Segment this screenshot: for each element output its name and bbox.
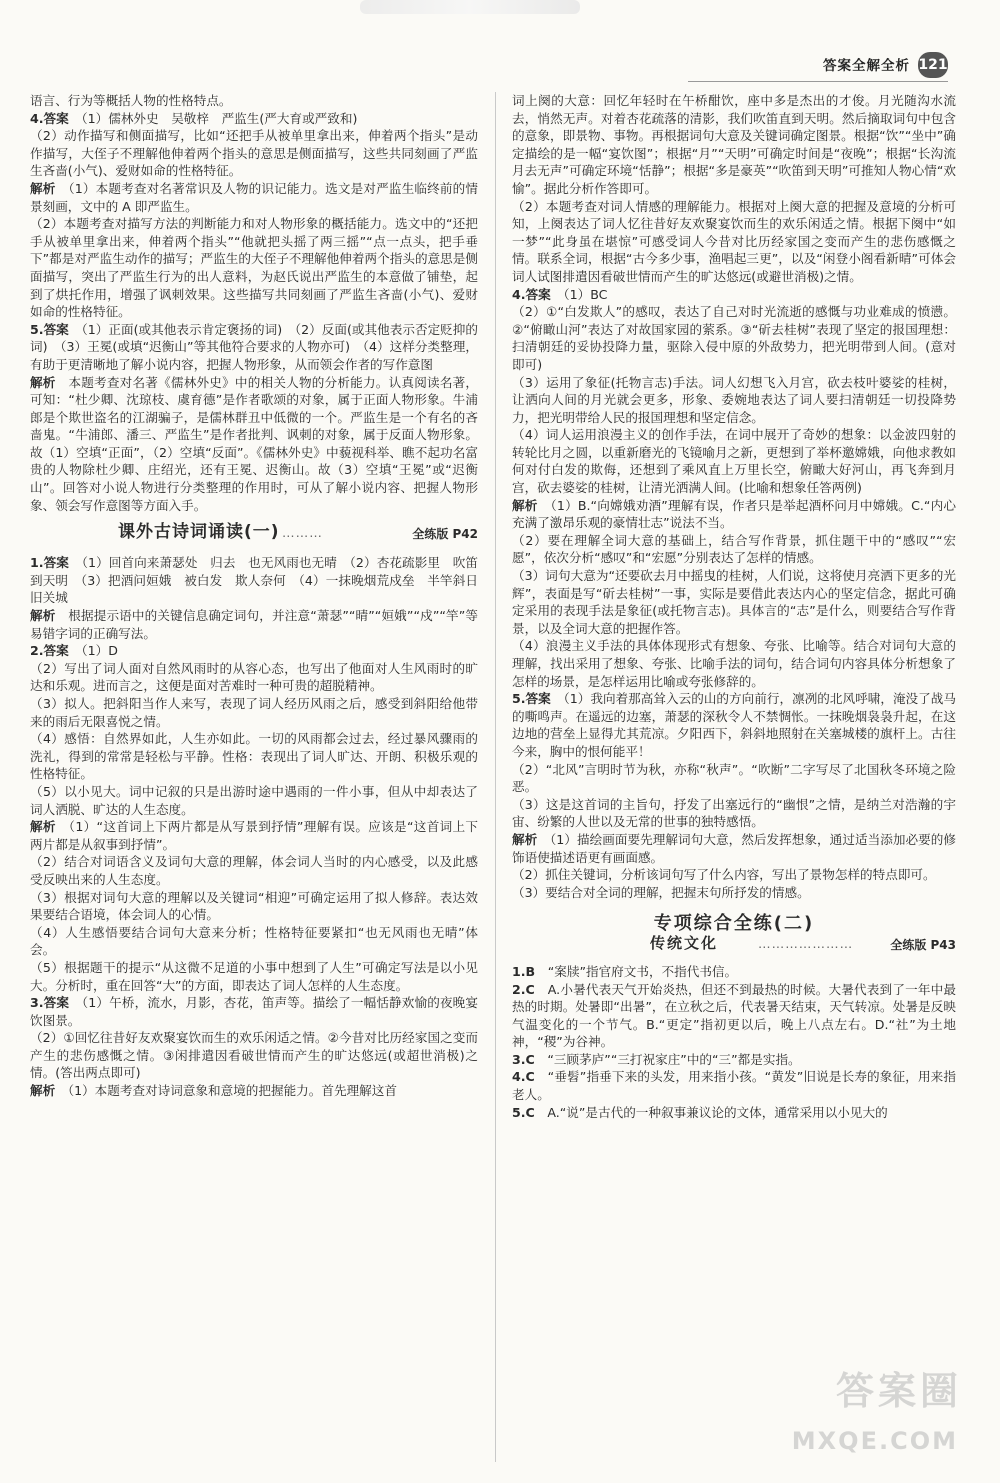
paragraph-text: （1）BC bbox=[563, 286, 608, 302]
answer-item bbox=[512, 963, 956, 981]
text-paragraph bbox=[512, 198, 956, 286]
answer-item bbox=[30, 1082, 478, 1100]
paragraph-text: “垂髫”指垂下来的头发，用来指小孩。“黄发”旧说是长寿的象征，用来指老人。 bbox=[512, 1069, 956, 1103]
item-label: 2.答案 bbox=[30, 643, 69, 659]
paragraph-text: 本题考查对名著《儒林外史》中的相关人物的分析能力。认真阅读名著，可知：“杜少卿、沈琼枝、虞育德”是作者歌颂的对象，属于正面人物形象。牛浦郎是个欺世盗名的江湖骗子，是儒林群丑中低微的一个。严监生是一个有名的吝啬鬼。“牛浦郎、潘三、严监生”是作者批判、讽刺的对象，属于反面人物形象。故（1）空填“正面”，（2）空填“反面”。《儒林外史》中藐视科举、瞧不起功名富贵的人物除杜少卿、庄绍光，还有王冕、迟衡山。故（3）空填“王冕”或“迟衡山”。回答对小说人物进行分类整理的作用时，可从了解小说内容、把握人物形象、领会写作意图等方面入手。 bbox=[30, 374, 478, 513]
text-paragraph bbox=[30, 695, 478, 730]
answer-item bbox=[30, 321, 478, 374]
header-title: 答案全解全析 bbox=[823, 58, 910, 74]
paragraph-text: “三顾茅庐”“三打祝家庄”中的“三”都是实指。 bbox=[547, 1051, 801, 1067]
paragraph-text: （1）本题考查对诗词意象和意境的把握能力。首先理解这首 bbox=[67, 1083, 397, 1099]
text-paragraph bbox=[512, 426, 956, 496]
answer-item bbox=[30, 180, 478, 215]
text-paragraph bbox=[512, 92, 956, 198]
section-heading bbox=[30, 524, 478, 546]
paragraph-text: （4）浪漫主义手法的具体体现形式有想象、夸张、比喻等。结合对词句大意的理解，找出采用了想象、夸张、比喻手法的词句，结合词句内容具体分析想象了怎样的场景，是怎样运用比喻或夸张修辞的。 bbox=[512, 638, 956, 689]
paragraph-text: 词上阕的大意：回忆年轻时在午桥酣饮，座中多是杰出的才俊。月光随沟水流去，悄然无声。对着杏花疏落的清影，我们吹笛直到天明。然后摘取词句中包含的意象，即景物、事物。再根据词句大意及关键词确定图景。根据“饮”“坐中”确定描绘的是一幅“宴饮图”；根据“月”“天明”可确定时间是“夜晚”；根据“长沟流月去无声”可确定环境“恬静”；根据“多是豪英”“吹笛到天明”可推知人物心情“欢愉”。据此分析作答即可。 bbox=[512, 93, 956, 196]
answer-item bbox=[512, 286, 956, 304]
left-column bbox=[30, 92, 478, 1462]
page-header bbox=[688, 50, 948, 82]
paragraph-text: （1）B.“向嫦娥劝酒”理解有误，作者只是举起酒杯问月中嫦娥。C.“内心充满了激昂乐观的豪情壮志”说法不当。 bbox=[512, 497, 956, 531]
paragraph-text: （3）拟人。把斜阳当作人来写，表现了词人经历风雨之后，感受到斜阳给他带来的雨后无限喜悦之情。 bbox=[30, 696, 478, 729]
watermark-url: MXQE.COM bbox=[791, 1427, 958, 1455]
item-label: 3.答案 bbox=[30, 995, 70, 1011]
answer-item bbox=[512, 497, 956, 532]
answer-item bbox=[30, 818, 478, 853]
answer-item bbox=[30, 607, 478, 642]
text-paragraph bbox=[512, 884, 956, 902]
item-label: 2.C bbox=[512, 981, 535, 997]
paragraph-text: （2）动作描写和侧面描写，比如“还把手从被单里拿出来，伸着两个指头”是动作描写，大侄子不理解他伸着两个指头的意思是侧面描写，这些共同刻画了严监生吝啬(小气)、爱财如命的性格特征。 bbox=[30, 128, 478, 179]
text-paragraph bbox=[30, 1029, 478, 1082]
item-label: 解析 bbox=[30, 1083, 56, 1099]
item-label: 解析 bbox=[512, 831, 538, 847]
answer-item bbox=[512, 1104, 956, 1122]
text-paragraph bbox=[512, 303, 956, 373]
text-paragraph bbox=[30, 92, 478, 110]
leader-dots: ……… bbox=[282, 525, 323, 541]
paragraph-text: （5）以小见大。词中记叙的只是出游时途中遇雨的一件小事，但从中却表达了词人洒脱、旷达的人生态度。 bbox=[30, 783, 478, 817]
section-title: 课外古诗词诵读(一) bbox=[118, 522, 280, 543]
answer-item bbox=[30, 994, 478, 1029]
paragraph-text: （5）根据题干的提示“从这微不足道的小事中想到了人生”可确定写法是以小见大。分析时，重在回答“大”的方面，即表达了词人怎样的人生态度。 bbox=[30, 959, 478, 993]
text-paragraph bbox=[512, 866, 956, 884]
text-paragraph bbox=[30, 660, 478, 695]
page-number: 121 bbox=[918, 52, 948, 78]
item-label: 5.C bbox=[512, 1104, 535, 1120]
right-column bbox=[512, 92, 956, 1462]
answer-item bbox=[30, 554, 478, 607]
answer-item bbox=[512, 690, 956, 760]
answer-item bbox=[512, 981, 956, 1051]
item-label: 解析 bbox=[30, 180, 56, 196]
paragraph-text: （1）回首向来萧瑟处 归去 也无风雨也无晴 （2）杏花疏影里 吹笛到天明 （3）把酒问姮娥 被白发 欺人奈何 （4）一抹晚烟荒戍垒 半竿斜日旧关城 bbox=[30, 555, 478, 606]
paragraph-text: （2）抓住关键词，分析该词句写了什么内容，写出了景物怎样的特点即可。 bbox=[512, 867, 936, 883]
page-reference: 全练版 P43 bbox=[890, 937, 956, 952]
text-paragraph bbox=[30, 783, 478, 818]
item-label: 1.B bbox=[512, 963, 536, 979]
paragraph-text: （3）根据对词句大意的理解以及关键词“相迎”可确定运用了拟人修辞。表达效果要结合语境，体会词人的心情。 bbox=[30, 889, 478, 923]
item-label: 5.答案 bbox=[30, 321, 69, 337]
text-paragraph bbox=[512, 637, 956, 690]
section-title-large: 专项综合全练(二) bbox=[653, 913, 815, 935]
item-label: 3.C bbox=[512, 1051, 535, 1067]
paragraph-text: （3）这是这首词的主旨句，抒发了出塞远行的“幽恨”之情，是纳兰对浩瀚的宇宙、纷繁的人世以及无常的世事的独特感悟。 bbox=[512, 796, 956, 830]
text-paragraph bbox=[512, 374, 956, 427]
paragraph-text: 根据提示语中的关键信息确定词句，并注意“萧瑟”“晴”“姮娥”“戍”“竿”等易错字词的正确写法。 bbox=[30, 608, 478, 641]
page-reference: 全练版 P42 bbox=[412, 527, 478, 542]
paragraph-text: （4）人生感悟要结合词句大意来分析；性格特征要紧扣“也无风雨也无晴”体会。 bbox=[30, 924, 478, 958]
subsection-heading bbox=[512, 935, 956, 957]
text-paragraph bbox=[30, 853, 478, 888]
subsection-title: 传统文化 bbox=[650, 933, 719, 952]
answer-item bbox=[30, 110, 478, 128]
watermark-text: 答案圈 bbox=[835, 1369, 962, 1413]
paragraph-text: （2）本题考查对词人情感的理解能力。根据对上阕大意的把握及意境的分析可知，上阕表达了词人忆往昔好友欢聚宴饮而生的欢乐闲适之情。根据下阕中“如一梦”“此身虽在堪惊”可感受词人今昔对比历经家国之变而产生的悲伤感慨之情。联系全词，根据“古今多少事，渔唱起三更”，以及“闲登小阁看新晴”可体会词人试图排遣因看破世情而产生的旷达悠远(或避世消极)之情。 bbox=[512, 198, 956, 284]
text-paragraph bbox=[512, 796, 956, 831]
text-paragraph bbox=[30, 215, 478, 321]
paragraph-text: （2）要在理解全词大意的基础上，结合写作背景，抓住题干中的“感叹”“宏愿”，依次分析“感叹”和“宏愿”分别表达了怎样的情感。 bbox=[512, 532, 956, 566]
answer-item bbox=[512, 831, 956, 866]
text-paragraph bbox=[30, 127, 478, 180]
text-paragraph bbox=[30, 889, 478, 924]
paragraph-text: （3）词句大意为“还要砍去月中摇曳的桂树，人们说，这将使月亮洒下更多的光辉”，表面是写“斫去桂树”一事，实际是要借此表达内心的坚定信念，据此可确定采用的表现手法是象征(或托物言志)。具体言的“志”是什么，则要结合写作背景，以及全词大意的把握作答。 bbox=[512, 568, 956, 636]
paragraph-text: A.“说”是古代的一种叙事兼议论的文体，通常采用以小见大的 bbox=[547, 1104, 888, 1120]
text-paragraph bbox=[512, 761, 956, 796]
item-label: 解析 bbox=[30, 608, 56, 624]
item-label: 4.答案 bbox=[512, 286, 551, 302]
answer-item bbox=[512, 1051, 956, 1069]
item-label: 1.答案 bbox=[30, 555, 69, 571]
paragraph-text: （2）写出了词人面对自然风雨时的从容心态，也写出了他面对人生风雨时的旷达和乐观。进而言之，这便是面对苦难时一种可贵的超脱精神。 bbox=[30, 660, 478, 694]
text-paragraph bbox=[30, 924, 478, 959]
paragraph-text: （4）感悟：自然界如此，人生亦如此。一切的风雨都会过去，经过暴风骤雨的洗礼，得到的常常是轻松与平静。性格：表现出了词人旷达、开朗、积极乐观的性格特征。 bbox=[30, 731, 478, 782]
paragraph-text: （1）“这首词上下两片都是从写景到抒情”理解有误。应该是“这首词上下两片都是从叙事到抒情”。 bbox=[30, 819, 478, 852]
paragraph-text: （2）结合对词语含义及词句大意的理解，体会词人当时的内心感受，以及此感受反映出来的人生态度。 bbox=[30, 854, 478, 887]
paragraph-text: “案牍”指官府文书，不指代书信。 bbox=[547, 963, 738, 979]
paragraph-text: （2）本题考查对描写方法的判断能力和对人物形象的概括能力。选文中的“还把手从被单里拿出来，伸着两个指头”“他就把头摇了两三摇”“点一点头，把手垂下”都是对严监生动作的描写；严监生的大侄子不理解他伸着两个指头的意思是侧面描写，突出了严监生行为的出人意料，为赵氏说出严监生的本意做了铺垫，起到了烘托作用，增强了讽刺效果。这些描写共同刻画了严监生吝啬(小气)、爱财如命的性格特征。 bbox=[30, 216, 478, 320]
paragraph-text: （1）儒林外史 吴敬梓 严监生(严大育或严致和) bbox=[81, 110, 358, 126]
text-paragraph bbox=[512, 532, 956, 567]
text-paragraph bbox=[30, 959, 478, 994]
item-label: 5.答案 bbox=[512, 691, 551, 707]
paragraph-text: （2）①“白发欺人”的感叹，表达了自己对时光流逝的感慨与功业难成的愤懑。②“俯瞰山河”表达了对故国家园的萦系。③“斫去桂树”表现了坚定的报国理想：扫清朝廷的妥协投降力量，驱除入侵中原的外敌势力，把光明带到人间。(意对即可) bbox=[512, 304, 956, 372]
watermark-logo bbox=[762, 1369, 962, 1473]
paragraph-text: （1）D bbox=[81, 643, 118, 659]
leader-dots: ………………… bbox=[758, 935, 854, 951]
paragraph-text: 语言、行为等概括人物的性格特点。 bbox=[30, 93, 232, 108]
paragraph-text: （1）正面(或其他表示肯定褒扬的词) （2）反面(或其他表示否定贬抑的词) （3）王冕(或填“迟衡山”等其他符合要求的人物亦可) （4）这样分类整理，有助于更清晰地了解小说内容，把握人物形象，从而领会作者的写作意图 bbox=[30, 321, 478, 372]
answer-item bbox=[30, 642, 478, 660]
paragraph-text: （3）运用了象征(托物言志)手法。词人幻想飞入月宫，砍去枝叶婆娑的桂树，让洒向人间的月光就会更多，形象、委婉地表达了词人要扫清朝廷一切投降势力，把光明带给人民的报国理想和坚定信念。 bbox=[512, 374, 956, 425]
item-label: 4.C bbox=[512, 1069, 535, 1085]
item-label: 解析 bbox=[512, 497, 538, 513]
item-label: 解析 bbox=[30, 819, 56, 835]
paragraph-text: （1）描绘画面要先理解词句大意，然后发挥想象，通过适当添加必要的修饰语使描述语更有画面感。 bbox=[512, 831, 956, 865]
paragraph-text: （1）本题考查对名著常识及人物的识记能力。选文是对严监生临终前的情景刻画，文中的 A 即严监生。 bbox=[30, 180, 478, 214]
text-paragraph bbox=[512, 567, 956, 637]
answer-item bbox=[30, 374, 478, 515]
column-divider bbox=[495, 92, 496, 1462]
paragraph-text: （4）词人运用浪漫主义的创作手法，在词中展开了奇妙的想象：以金波四射的转轮比月之圆，以重新磨光的飞镜喻月之新，更想到了举杯邀嫦娥，向他求教如何对付白发的欺侮，还想到了乘风直上万里长空，俯瞰大好河山，再飞奔到月宫，砍去婆娑的桂树，让清光洒满人间。(比喻和想象任答两例) bbox=[512, 427, 956, 496]
answer-item bbox=[512, 1068, 956, 1103]
paragraph-text: （2）“北风”言明时节为秋，亦称“秋声”。“吹断”二字写尽了北国秋冬环境之险恶。 bbox=[512, 761, 956, 795]
item-label: 解析 bbox=[30, 374, 56, 390]
item-label: 4.答案 bbox=[30, 110, 69, 126]
paragraph-text: （3）要结合对全词的理解，把握末句所抒发的情感。 bbox=[512, 884, 810, 900]
paragraph-text: A.小暑代表天气开始炎热，但还不到最热的时候。大暑代表到了一年中最热的时期。处暑即“出暑”，在立秋之后，代表暑天结束，天气转凉。处暑是反映气温变化的一个节气。B.“更定”指初更以后，晚上八点左右。D.“社”为土地神，“稷”为谷神。 bbox=[512, 981, 956, 1050]
header-rule bbox=[688, 81, 948, 82]
text-paragraph bbox=[30, 730, 478, 783]
scan-smudge bbox=[360, 0, 580, 14]
paragraph-text: （2）①回忆往昔好友欢聚宴饮而生的欢乐闲适之情。②今昔对比历经家国之变而产生的悲伤感慨之情。③闲排遣因看破世情而产生的旷达悠远(或超世消极)之情。(答出两点即可) bbox=[30, 1030, 478, 1081]
paragraph-text: （1）午桥，流水，月影，杏花，笛声等。描绘了一幅恬静欢愉的夜晚宴饮图景。 bbox=[30, 995, 478, 1028]
paragraph-text: （1）我向着那高耸入云的山的方向前行，凛冽的北风呼啸，淹没了战马的嘶鸣声。在遥远的边塞，萧瑟的深秋令人不禁惆怅。一抹晚烟袅袅升起，在这边地的营垒上显得尤其荒凉。夕阳西下，斜斜地照射在关塞城楼的旗杆上。古往今来，胸中的恨何能平！ bbox=[512, 691, 956, 759]
